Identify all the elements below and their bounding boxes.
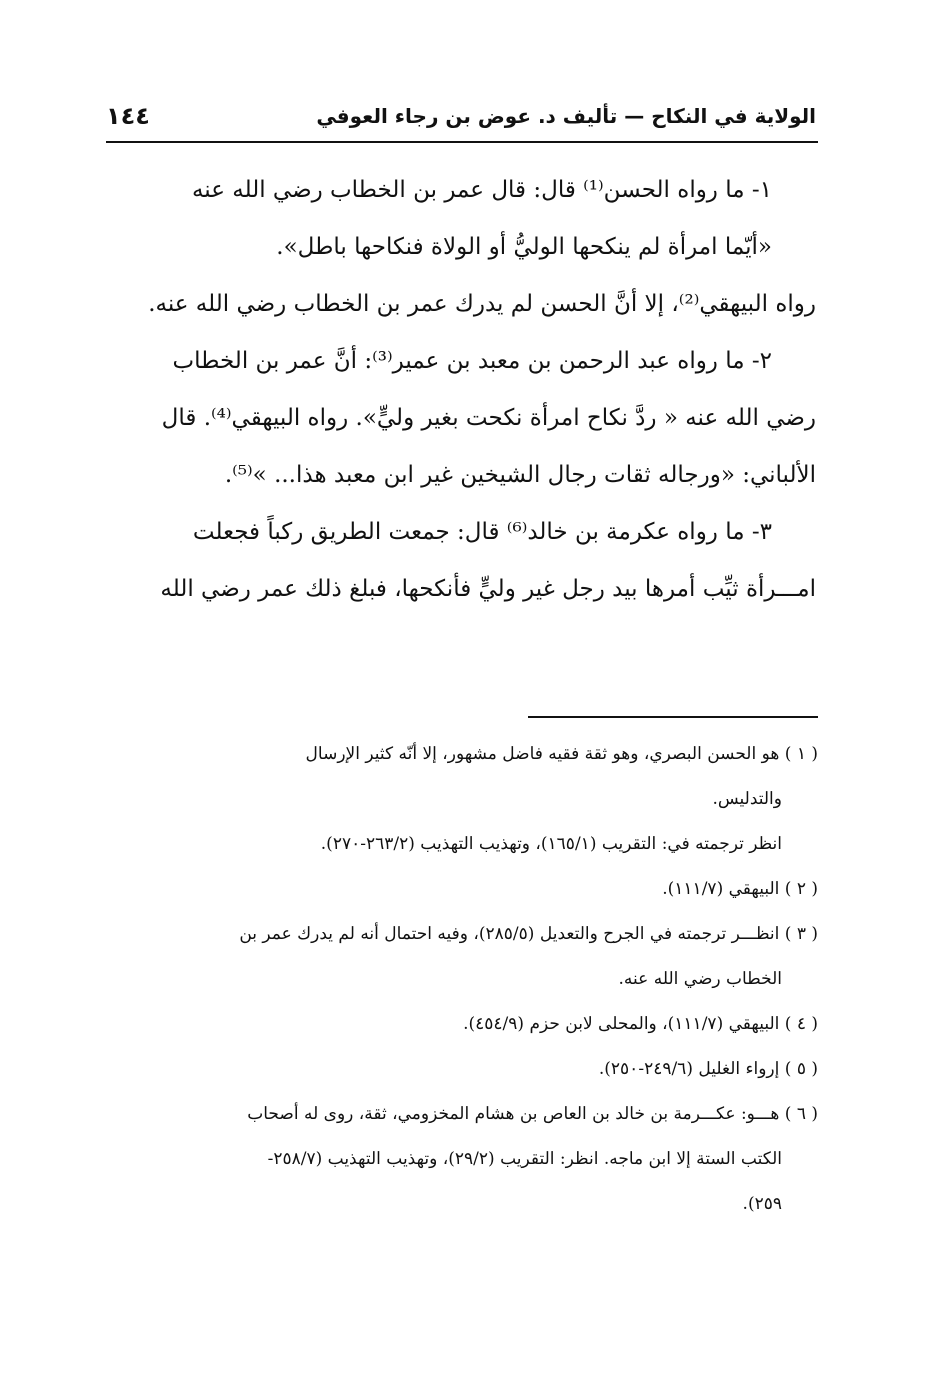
footnote-4: ( ٤ ) البيهقي (١١١/٧)، والمحلى لابن حزم (٤٥٤/٩). bbox=[463, 1014, 818, 1034]
running-header bbox=[106, 96, 816, 136]
footnote-5: ( ٥ ) إرواء الغليل (٢٤٩/٦-٢٥٠). bbox=[598, 1059, 818, 1079]
text-line: «أيّما امرأة لم ينكحها الوليُّ أو الولاة فنكاحها باطل». bbox=[276, 234, 772, 260]
main-text bbox=[106, 162, 816, 618]
text-line: رضي الله عنه « ردَّ نكاح امرأة نكحت بغير وليٍّ». رواه البيهقي⁽⁴⁾. قال bbox=[161, 405, 816, 431]
footnote-1: ( ١ ) هو الحسن البصري، وهو ثقة فقيه فاضل مشهور، إلا أنّه كثير الإرسال bbox=[305, 744, 818, 764]
text-line: ٣- ما رواه عكرمة بن خالد⁽⁶⁾ قال: جمعت الطريق ركباً فجعلت bbox=[192, 519, 772, 545]
footnotes bbox=[106, 732, 818, 1227]
text-line: رواه البيهقي⁽²⁾، إلا أنَّ الحسن لم يدرك عمر بن الخطاب رضي الله عنه. bbox=[148, 291, 816, 317]
footnote-2: ( ٢ ) البيهقي (١١١/٧). bbox=[662, 879, 818, 899]
footnote-divider bbox=[528, 716, 818, 718]
page-number: ١٤٤ bbox=[106, 102, 150, 130]
text-line: ٢- ما رواه عبد الرحمن بن معبد بن عمير⁽³⁾: أنَّ عمر بن الخطاب bbox=[172, 348, 772, 374]
footnote-6: ( ٦ ) هـــو: عكـــرمة بن خالد بن العاص بن هشام المخزومي، ثقة، روى له أصحاب bbox=[247, 1104, 818, 1124]
book-title: الولاية في النكاح — تأليف د. عوض بن رجاء العوفي bbox=[316, 104, 816, 128]
footnote-1-cont: والتدليس. bbox=[712, 789, 782, 809]
text-line: امـــرأة ثيِّب أمرها بيد رجل غير وليٍّ فأنكحها، فبلغ ذلك عمر رضي الله bbox=[160, 576, 816, 602]
footnote-6-cont: الكتب الستة إلا ابن ماجه. انظر: التقريب (٢٩/٢)، وتهذيب التهذيب (٢٥٨/٧- bbox=[267, 1149, 782, 1169]
text-line: الألباني: «ورجاله ثقات رجال الشيخين غير ابن معبد هذا... »⁽⁵⁾. bbox=[224, 462, 816, 488]
text-line: ١- ما رواه الحسن⁽¹⁾ قال: قال عمر بن الخطاب رضي الله عنه bbox=[191, 177, 772, 203]
footnote-6-end: ٢٥٩). bbox=[742, 1194, 782, 1214]
footnote-3-cont: الخطاب رضي الله عنه. bbox=[618, 969, 782, 989]
header-divider bbox=[106, 141, 818, 143]
footnote-3: ( ٣ ) انظـــر ترجمته في الجرح والتعديل (٢٨٥/٥)، وفيه احتمال أنه لم يدرك عمر بن bbox=[239, 924, 818, 944]
footnote-1-ref: انظر ترجمته في: التقريب (١٦٥/١)، وتهذيب التهذيب (٢٦٣/٢-٢٧٠). bbox=[320, 834, 782, 854]
